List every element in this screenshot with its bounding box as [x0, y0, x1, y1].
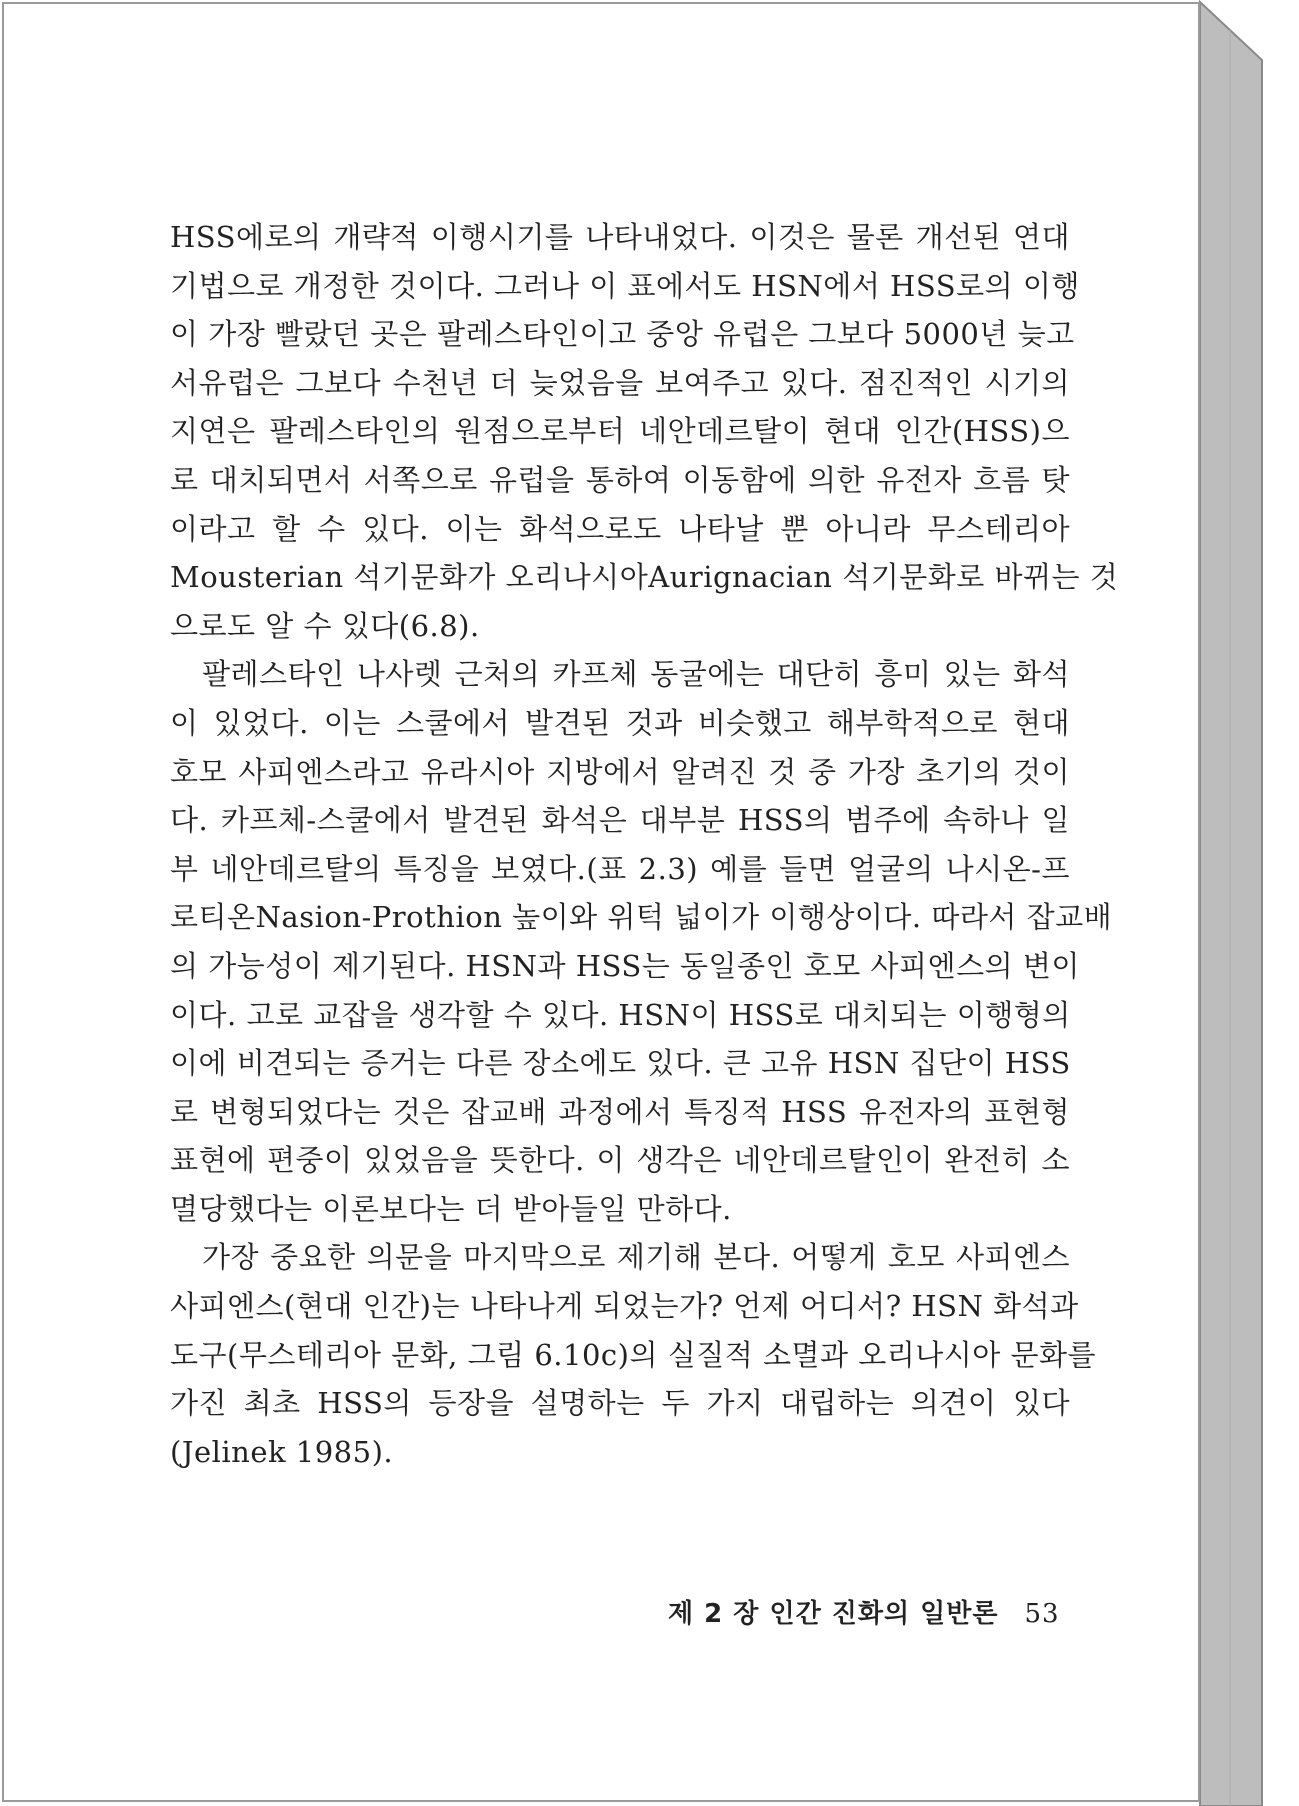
text-line: HSS에로의 개략적 이행시기를 나타내었다. 이것은 물론 개선된 연대 — [170, 220, 1070, 254]
text-line: 서유럽은 그보다 수천년 더 늦었음을 보여주고 있다. 점진적인 시기의 — [170, 365, 1070, 400]
page-number: 53 — [1024, 1599, 1060, 1629]
text-line: 부 네안데르탈의 특징을 보였다.(표 2.3) 예를 들면 얼굴의 나시온-프 — [170, 851, 1070, 886]
text-line: 의 가능성이 제기된다. HSN과 HSS는 동일종인 호모 사피엔스의 변이 — [170, 948, 1080, 983]
text-line: 표현에 편중이 있었음을 뜻한다. 이 생각은 네안데르탈인이 완전히 소 — [170, 1143, 1070, 1178]
text-line: 팔레스타인 나사렛 근처의 카프체 동굴에는 대단히 흥미 있는 화석 — [202, 657, 1070, 692]
text-line: 도구(무스테리아 문화, 그림 6.10c)의 실질적 소멸과 오리나시아 문화를 — [170, 1337, 1097, 1372]
text-line: 이라고 할 수 있다. 이는 화석으로도 나타날 뿐 아니라 무스테리아 — [170, 511, 1070, 546]
text-line: 지연은 팔레스타인의 원점으로부터 네안데르탈이 현대 인간(HSS)으 — [170, 414, 1070, 449]
text-line: 으로도 알 수 있다(6.8). — [170, 608, 480, 643]
paragraph — [170, 213, 1119, 650]
text-line: 이 가장 빨랐던 곳은 팔레스타인이고 중앙 유럽은 그보다 5000년 늦고 — [170, 317, 1075, 352]
text-line: (Jelinek 1985). — [170, 1434, 394, 1469]
text-line: 기법으로 개정한 것이다. 그러나 이 표에서도 HSN에서 HSS로의 이행 — [170, 268, 1080, 303]
text-line: 다. 카프체-스쿨에서 발견된 화석은 대부분 HSS의 범주에 속하나 일 — [170, 803, 1070, 838]
paragraph — [170, 1233, 1097, 1476]
text-line: 로 변형되었다는 것은 잡교배 과정에서 특징적 HSS 유전자의 표현형 — [170, 1094, 1070, 1129]
text-line: Mousterian 석기문화가 오리나시아Aurignacian 석기문화로 바뀌는 것 — [170, 560, 1119, 595]
text-line: 이다. 고로 교잡을 생각할 수 있다. HSN이 HSS로 대치되는 이행형의 — [170, 997, 1071, 1032]
body-text — [170, 213, 1119, 1476]
text-line: 가장 중요한 의문을 마지막으로 제기해 본다. 어떻게 호모 사피엔스 — [202, 1240, 1070, 1275]
text-line: 이 있었다. 이는 스쿨에서 발견된 것과 비슷했고 해부학적으로 현대 — [170, 705, 1070, 740]
paragraph — [170, 650, 1113, 1233]
chapter-title: 제 2 장 인간 진화의 일반론 — [668, 1599, 999, 1629]
text-line: 멸당했다는 이론보다는 더 받아들일 만하다. — [170, 1191, 732, 1226]
text-line: 호모 사피엔스라고 유라시아 지방에서 알려진 것 중 가장 초기의 것이 — [170, 754, 1070, 789]
text-line: 로 대치되면서 서쪽으로 유럽을 통하여 이동함에 의한 유전자 흐름 탓 — [170, 462, 1070, 497]
text-line: 이에 비견되는 증거는 다른 장소에도 있다. 큰 고유 HSN 집단이 HSS — [170, 1046, 1071, 1081]
text-line: 로티온Nasion-Prothion 높이와 위턱 넓이가 이행상이다. 따라서 잡교배 — [170, 900, 1113, 935]
text-line: 사피엔스(현대 인간)는 나타나게 되었는가? 언제 어디서? HSN 화석과 — [170, 1289, 1079, 1324]
running-footer — [668, 1593, 1060, 1630]
text-line: 가진 최초 HSS의 등장을 설명하는 두 가지 대립하는 의견이 있다 — [170, 1386, 1070, 1421]
